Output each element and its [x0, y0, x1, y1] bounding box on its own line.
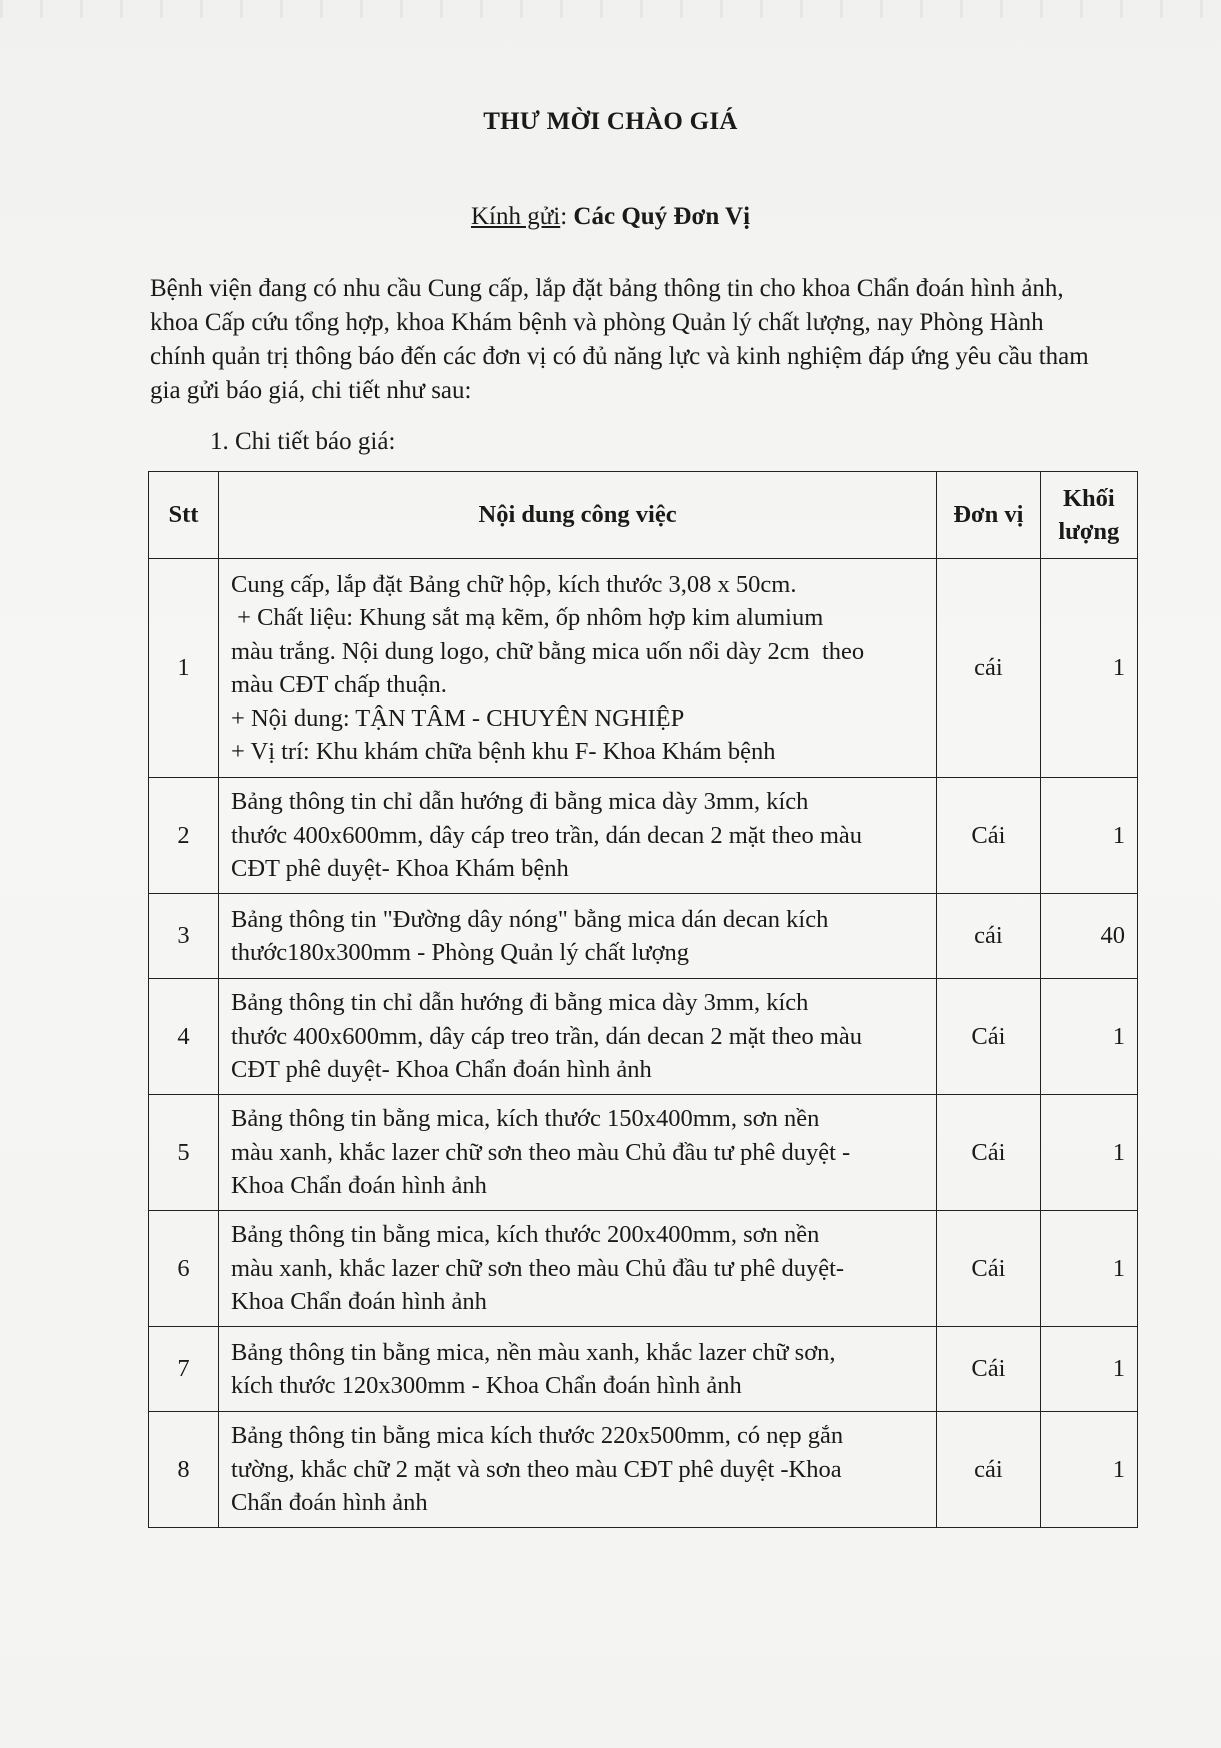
intro-line: khoa Cấp cứu tổng hợp, khoa Khám bệnh và phòng Quản lý chất lượng, nay Phòng Hành [150, 309, 1044, 336]
cell-content [219, 979, 937, 1095]
greeting-line [0, 203, 1221, 231]
cell-stt: 6 [149, 1211, 219, 1327]
header-unit: Đơn vị [937, 472, 1041, 559]
cell-content-text [219, 785, 936, 886]
content-line: Bảng thông tin bằng mica, kích thước 150x400mm, sơn nền [231, 1105, 820, 1133]
cell-unit: cái [937, 1412, 1041, 1528]
cell-qty: 1 [1040, 1327, 1137, 1412]
cell-qty: 1 [1040, 1095, 1137, 1211]
document-title: THƯ MỜI CHÀO GIÁ [483, 108, 738, 135]
cell-unit: cái [937, 894, 1041, 979]
table-body [149, 559, 1138, 1528]
content-line: tường, khắc chữ 2 mặt và sơn theo màu CĐT phê duyệt -Khoa [231, 1455, 842, 1483]
table-row [149, 778, 1138, 894]
content-line: kích thước 120x300mm - Khoa Chẩn đoán hình ảnh [231, 1372, 742, 1399]
content-line: màu xanh, khắc lazer chữ sơn theo màu Chủ đầu tư phê duyệt - [231, 1138, 851, 1166]
cell-stt: 3 [149, 894, 219, 979]
table-header-row [149, 472, 1138, 559]
header-qty [1040, 472, 1137, 559]
header-qty-line1: Khối [1062, 484, 1115, 512]
content-line: Cung cấp, lắp đặt Bảng chữ hộp, kích thước 3,08 x 50cm. [231, 570, 797, 598]
content-line: màu CĐT chấp thuận. [231, 671, 447, 698]
cell-content [219, 1327, 937, 1412]
content-line: màu xanh, khắc lazer chữ sơn theo màu Chủ đầu tư phê duyệt- [231, 1254, 845, 1282]
content-line: + Chất liệu: Khung sắt mạ kẽm, ốp nhôm hợp kim alumium [231, 604, 824, 631]
cell-content [219, 1095, 937, 1211]
cell-content [219, 559, 937, 778]
content-line: CĐT phê duyệt- Khoa Khám bệnh [231, 855, 569, 883]
scan-artifact [0, 0, 1221, 18]
content-line: Chẩn đoán hình ảnh [231, 1489, 428, 1517]
quote-table [148, 471, 1138, 1528]
content-line: Khoa Chẩn đoán hình ảnh [231, 1172, 487, 1200]
cell-content-text [219, 568, 936, 769]
content-line: Bảng thông tin bằng mica, kích thước 200x400mm, sơn nền [231, 1221, 820, 1249]
cell-stt: 7 [149, 1327, 219, 1412]
content-line: Bảng thông tin chỉ dẫn hướng đi bằng mica dày 3mm, kích [231, 788, 809, 816]
table-row [149, 894, 1138, 979]
content-line: màu trắng. Nội dung logo, chữ bằng mica uốn nổi dày 2cm theo [231, 637, 865, 665]
cell-unit: Cái [937, 1095, 1041, 1211]
content-line: Khoa Chẩn đoán hình ảnh [231, 1288, 487, 1316]
greeting-separator: : [560, 203, 574, 230]
content-line: thước180x300mm - Phòng Quản lý chất lượng [231, 939, 690, 966]
cell-qty: 1 [1040, 1412, 1137, 1528]
content-line: CĐT phê duyệt- Khoa Chẩn đoán hình ảnh [231, 1056, 652, 1084]
cell-content-text [219, 1419, 936, 1520]
cell-unit: cái [937, 559, 1041, 778]
cell-unit: Cái [937, 1327, 1041, 1412]
content-line: Bảng thông tin bằng mica kích thước 220x500mm, có nẹp gắn [231, 1422, 844, 1450]
header-content: Nội dung công việc [219, 472, 937, 559]
content-line: thước 400x600mm, dây cáp treo trần, dán decan 2 mặt theo màu [231, 1022, 863, 1050]
cell-content-text [219, 1336, 936, 1403]
cell-qty: 1 [1040, 559, 1137, 778]
cell-unit: Cái [937, 1211, 1041, 1327]
cell-qty: 1 [1040, 979, 1137, 1095]
greeting-recipient: Các Quý Đơn Vị [573, 203, 751, 230]
table-row [149, 559, 1138, 778]
cell-qty: 40 [1040, 894, 1137, 979]
cell-stt: 4 [149, 979, 219, 1095]
header-stt: Stt [149, 472, 219, 559]
table-row [149, 1327, 1138, 1412]
table-row [149, 1412, 1138, 1528]
cell-stt: 5 [149, 1095, 219, 1211]
intro-line: Bệnh viện đang có nhu cầu Cung cấp, lắp đặt bảng thông tin cho khoa Chẩn đoán hình ảnh, [150, 275, 1064, 302]
section-heading: 1. Chi tiết báo giá: [210, 428, 396, 455]
intro-paragraph [150, 272, 1112, 408]
cell-content-text [219, 1102, 936, 1203]
content-line: Bảng thông tin "Đường dây nóng" bằng mica dán decan kích [231, 905, 829, 933]
content-line: Bảng thông tin chỉ dẫn hướng đi bằng mica dày 3mm, kích [231, 989, 809, 1017]
table-row [149, 979, 1138, 1095]
cell-content-text [219, 986, 936, 1087]
table-row [149, 1095, 1138, 1211]
cell-content [219, 778, 937, 894]
intro-line: gia gửi báo giá, chi tiết như sau: [150, 377, 472, 404]
cell-qty: 1 [1040, 1211, 1137, 1327]
cell-content [219, 1211, 937, 1327]
content-line: + Nội dung: TẬN TÂM - CHUYÊN NGHIỆP [231, 704, 685, 732]
cell-unit: Cái [937, 778, 1041, 894]
cell-qty: 1 [1040, 778, 1137, 894]
cell-stt: 1 [149, 559, 219, 778]
greeting-label: Kính gửi [470, 203, 561, 230]
cell-content [219, 1412, 937, 1528]
cell-content-text [219, 903, 936, 970]
cell-stt: 2 [149, 778, 219, 894]
cell-content-text [219, 1218, 936, 1319]
cell-unit: Cái [937, 979, 1041, 1095]
intro-line: chính quản trị thông báo đến các đơn vị có đủ năng lực và kinh nghiệm đáp ứng yêu cầu tham [150, 343, 1089, 370]
header-qty-line2: lượng [1058, 518, 1120, 545]
content-line: Bảng thông tin bằng mica, nền màu xanh, khắc lazer chữ sơn, [231, 1338, 836, 1366]
cell-content [219, 894, 937, 979]
table-row [149, 1211, 1138, 1327]
cell-stt: 8 [149, 1412, 219, 1528]
content-line: + Vị trí: Khu khám chữa bệnh khu F- Khoa Khám bệnh [231, 738, 776, 765]
content-line: thước 400x600mm, dây cáp treo trần, dán decan 2 mặt theo màu [231, 821, 863, 849]
